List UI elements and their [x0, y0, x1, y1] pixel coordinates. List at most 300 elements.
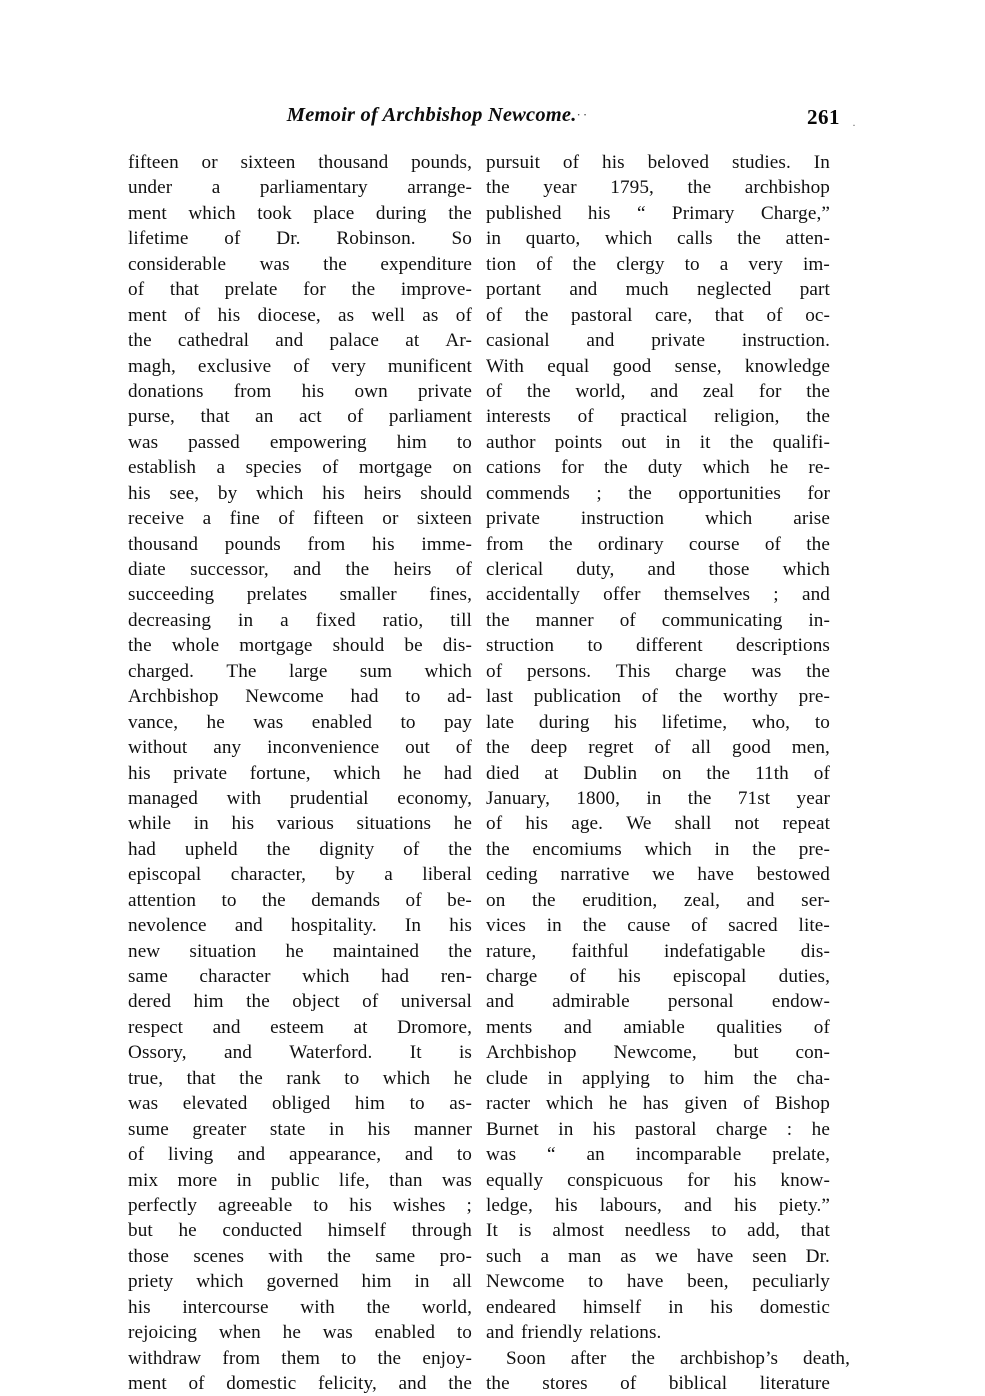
word: passed — [188, 431, 240, 453]
word: publication — [533, 686, 622, 708]
page-number: 261 — [807, 105, 840, 129]
word: to — [814, 711, 830, 733]
text-line — [486, 1244, 830, 1269]
word: pre- — [798, 686, 830, 708]
word: of — [691, 915, 708, 937]
text-line — [128, 913, 472, 938]
word: ordinary — [597, 533, 664, 555]
word: the — [486, 737, 510, 759]
word: have — [697, 864, 735, 886]
text-line — [486, 1091, 830, 1116]
word: and — [683, 1194, 712, 1216]
text-line — [128, 481, 472, 506]
word: death, — [803, 1347, 850, 1369]
word: im- — [802, 253, 830, 275]
word: his — [367, 1118, 391, 1140]
word: situation — [189, 940, 257, 962]
word: felicity, — [318, 1373, 377, 1394]
text-line — [128, 939, 472, 964]
word: demands — [311, 889, 381, 911]
word: of — [403, 838, 420, 860]
word: the — [128, 635, 152, 657]
word: add, — [747, 1220, 781, 1242]
word: archbishop’s — [679, 1347, 779, 1369]
word: dered — [128, 991, 172, 1013]
text-line — [486, 354, 830, 379]
word: manner — [535, 609, 594, 631]
word: greater — [192, 1118, 247, 1140]
text-line — [486, 1040, 830, 1065]
word: in — [558, 1118, 574, 1140]
text-line — [486, 1066, 830, 1091]
word: upheld — [184, 838, 238, 860]
word: to — [344, 1067, 360, 1089]
word: the — [687, 177, 712, 199]
word: such — [486, 1245, 522, 1267]
word: religion, — [714, 406, 780, 428]
word: had — [443, 762, 472, 784]
text-line — [128, 328, 472, 353]
word: for — [561, 457, 584, 479]
word: the — [678, 686, 703, 708]
word: fines, — [429, 584, 472, 606]
word: of — [278, 508, 295, 530]
word: character, — [230, 864, 307, 886]
text-line — [128, 1193, 472, 1218]
word: life, — [338, 1169, 370, 1191]
text-line — [486, 608, 830, 633]
word: in — [329, 1118, 345, 1140]
word: the — [526, 380, 551, 402]
word: good — [612, 355, 652, 377]
word: “ — [636, 202, 646, 224]
word: his — [602, 152, 625, 173]
word: have — [696, 1245, 734, 1267]
word: a — [384, 864, 393, 886]
word: shall — [674, 813, 712, 835]
word: a — [540, 1245, 550, 1267]
word: ment — [128, 202, 167, 224]
word: enabled — [374, 1322, 436, 1344]
word: charge — [675, 660, 727, 682]
word: to — [409, 1093, 425, 1115]
word: pastoral — [634, 1118, 697, 1140]
word: private — [651, 330, 706, 352]
word: intercourse — [182, 1296, 269, 1318]
word: private — [173, 762, 228, 784]
word: we — [652, 864, 675, 886]
word: and — [650, 380, 679, 402]
word: Charge,” — [760, 202, 830, 224]
word: pursuit — [486, 152, 540, 173]
text-line — [128, 354, 472, 379]
text-line — [128, 735, 472, 760]
word: or — [201, 152, 218, 173]
word: him — [703, 1067, 734, 1089]
word: as — [338, 304, 355, 326]
word: the — [631, 1347, 656, 1369]
word: prelate, — [772, 1144, 830, 1166]
word: 11th — [755, 762, 789, 784]
word: his — [322, 482, 345, 504]
word: of — [619, 609, 636, 631]
word: Ar- — [445, 330, 472, 352]
word: re- — [808, 457, 830, 479]
word: of — [766, 304, 783, 326]
word: of — [184, 304, 201, 326]
word: ren- — [440, 966, 472, 987]
word: purse, — [128, 406, 175, 428]
word: of — [224, 228, 241, 250]
word: which — [704, 508, 753, 530]
word: endeared — [486, 1296, 557, 1318]
word: was — [322, 1322, 353, 1344]
word: the — [806, 533, 830, 555]
text-line — [128, 1066, 472, 1091]
word: dis- — [800, 940, 830, 962]
word: beloved — [647, 152, 710, 173]
word: world, — [421, 1296, 472, 1318]
word: character — [199, 966, 271, 987]
text-line — [128, 710, 472, 735]
word: decreasing — [128, 609, 212, 631]
word: Ossory, — [128, 1042, 187, 1064]
word: of — [562, 152, 580, 173]
text-line — [486, 659, 830, 684]
word: late — [486, 711, 515, 733]
word: be- — [447, 889, 472, 911]
word: of — [128, 279, 145, 301]
word: struction — [486, 635, 555, 657]
word: economy, — [397, 787, 472, 809]
word: dignity — [319, 838, 375, 860]
word: was — [253, 711, 284, 733]
word: to — [400, 711, 416, 733]
text-line — [486, 557, 830, 582]
word: on — [452, 457, 472, 479]
text-line — [486, 913, 830, 938]
word: for — [303, 279, 326, 301]
word: of — [362, 991, 379, 1013]
word: year — [543, 177, 577, 199]
text-line — [128, 1091, 472, 1116]
word: fifteen — [128, 152, 179, 173]
word: which — [188, 202, 236, 224]
word: the — [628, 482, 652, 504]
word: but — [128, 1220, 153, 1242]
word: qualities — [716, 1016, 783, 1038]
word: the — [806, 660, 830, 682]
word: diocese, — [257, 304, 321, 326]
word: The — [226, 660, 257, 682]
word: oc- — [805, 304, 830, 326]
page-edge-mark: · — [852, 118, 856, 132]
word: clude — [486, 1067, 529, 1089]
text-line — [128, 303, 472, 328]
word: respect — [128, 1016, 184, 1038]
word: he — [608, 1093, 628, 1115]
word: erudition, — [582, 889, 658, 911]
word: calls — [676, 228, 713, 250]
text-line — [128, 1218, 472, 1243]
word: mix — [128, 1169, 159, 1191]
text-line — [486, 1168, 830, 1193]
text-line — [486, 404, 830, 429]
word: quarto, — [525, 228, 581, 250]
word: rature, — [486, 940, 537, 962]
word: during — [538, 711, 590, 733]
word: worthy — [723, 686, 779, 708]
word: cause — [627, 915, 671, 937]
word: had — [381, 966, 410, 987]
text-line — [128, 277, 472, 302]
word: him — [396, 431, 427, 453]
text-line — [486, 761, 830, 786]
word: bestowed — [756, 864, 830, 886]
word: Archbishop — [128, 686, 219, 708]
text-line — [128, 786, 472, 811]
word: of — [486, 813, 503, 835]
word: atten- — [785, 228, 830, 250]
word: studies. — [731, 152, 791, 173]
word: at — [405, 330, 420, 352]
word: any — [213, 737, 242, 759]
word: which — [302, 966, 350, 987]
word: equal — [547, 355, 590, 377]
word: esteem — [270, 1016, 324, 1038]
word: arrange- — [407, 177, 472, 199]
text-line — [486, 175, 830, 200]
text-line — [486, 455, 830, 480]
word: much — [625, 279, 669, 301]
word: imme- — [421, 533, 472, 555]
word: relations. — [589, 1322, 662, 1344]
word: “ — [547, 1144, 556, 1166]
text-line — [486, 1371, 830, 1396]
text-line — [128, 1168, 472, 1193]
word: men, — [791, 737, 830, 759]
word: his — [217, 304, 241, 326]
word: This — [615, 660, 651, 682]
word: he — [453, 813, 472, 835]
word: which — [702, 457, 750, 479]
word: of — [293, 355, 310, 377]
word: as- — [449, 1093, 472, 1115]
text-line — [128, 252, 472, 277]
word: duty — [647, 457, 683, 479]
word: the — [729, 431, 754, 453]
word: repeat — [782, 813, 830, 835]
word: been, — [687, 1271, 729, 1293]
word: the — [753, 1067, 778, 1089]
word: the — [486, 1373, 510, 1394]
text-line — [128, 404, 472, 429]
word: nevolence — [128, 915, 207, 937]
word: he — [403, 762, 422, 784]
word: piety.” — [778, 1194, 830, 1216]
word: through — [411, 1220, 472, 1242]
text-line — [128, 226, 472, 251]
text-line — [128, 532, 472, 557]
text-line — [486, 684, 830, 709]
word: racter — [486, 1093, 531, 1115]
word: the — [524, 304, 549, 326]
word: rejoicing — [128, 1322, 198, 1344]
word: friendly — [521, 1322, 583, 1344]
word: from — [486, 533, 524, 555]
word: true, — [128, 1067, 164, 1089]
word: Robinson. — [336, 228, 416, 250]
word: himself — [327, 1220, 386, 1242]
word: ratio, — [382, 609, 424, 631]
word: obliged — [272, 1093, 331, 1115]
word: ceding — [486, 864, 538, 886]
text-line — [128, 1244, 472, 1269]
text-line — [486, 430, 830, 455]
word: his — [301, 380, 325, 402]
text-line — [128, 150, 472, 175]
word: In — [404, 915, 422, 937]
word: of — [743, 1093, 760, 1115]
word: applying — [581, 1067, 650, 1089]
word: of — [813, 1016, 830, 1038]
word: situations — [356, 813, 432, 835]
word: but — [733, 1042, 759, 1064]
word: of — [569, 966, 586, 987]
word: ment — [128, 304, 167, 326]
word: Archbishop — [486, 1042, 577, 1064]
word: January, — [486, 787, 551, 809]
text-line — [486, 506, 830, 531]
word: mortgage — [239, 635, 313, 657]
word: of — [620, 1373, 637, 1394]
word: It — [486, 1220, 498, 1242]
word: his — [349, 1194, 372, 1216]
word: encomiums — [532, 838, 622, 860]
word: lite- — [798, 915, 830, 937]
word: prudential — [289, 787, 369, 809]
text-line — [128, 608, 472, 633]
word: fixed — [315, 609, 356, 631]
word: In — [813, 152, 830, 173]
word: private — [486, 508, 540, 530]
word: he — [769, 457, 789, 479]
word: which — [196, 1271, 244, 1293]
word: with — [300, 1296, 335, 1318]
text-line — [486, 862, 830, 887]
word: prelates — [246, 584, 308, 606]
word: in — [547, 1067, 563, 1089]
word: took — [257, 202, 292, 224]
word: the — [377, 1347, 402, 1369]
word: vance, — [128, 711, 179, 733]
text-line — [128, 1269, 472, 1294]
text-line — [128, 201, 472, 226]
word: labours, — [599, 1194, 662, 1216]
word: by — [335, 864, 355, 886]
word: empowering — [269, 431, 367, 453]
text-column-right — [486, 150, 850, 1396]
word: not — [734, 813, 760, 835]
word: zeal, — [683, 889, 721, 911]
word: living — [168, 1144, 214, 1166]
word: good — [732, 737, 771, 759]
word: was — [128, 1093, 159, 1115]
word: of — [536, 253, 553, 275]
word: ser- — [801, 889, 830, 911]
word: admirable — [552, 991, 630, 1013]
word: Waterford. — [289, 1042, 373, 1064]
text-line — [486, 1193, 830, 1218]
text-line — [128, 761, 472, 786]
word: know- — [780, 1169, 830, 1191]
word: was — [486, 1144, 517, 1166]
word: of — [641, 686, 658, 708]
word: offer — [603, 584, 641, 606]
word: palace — [329, 330, 380, 352]
word: or — [382, 508, 399, 530]
word: Primary — [671, 202, 735, 224]
word: and — [237, 1144, 266, 1166]
text-line — [128, 430, 472, 455]
word: a — [211, 177, 221, 199]
word: and — [212, 1016, 241, 1038]
word: when — [218, 1322, 261, 1344]
word: his — [128, 762, 151, 784]
word: Soon — [506, 1347, 546, 1369]
word: which — [382, 1067, 431, 1089]
word: in — [486, 228, 502, 250]
word: of — [577, 406, 594, 428]
word: and — [569, 279, 598, 301]
word: he — [178, 1220, 197, 1242]
word: and — [223, 1042, 252, 1064]
running-head-trailing-marks: ·· — [576, 107, 590, 122]
word: was — [128, 431, 159, 453]
word: of — [764, 533, 782, 555]
word: at — [353, 1016, 368, 1038]
word: of — [486, 304, 503, 326]
word: should — [420, 482, 472, 504]
word: for — [687, 1169, 710, 1191]
text-line — [486, 201, 830, 226]
word: and — [801, 584, 830, 606]
word: sume — [128, 1118, 169, 1140]
word: equally — [486, 1169, 544, 1191]
word: enjoy- — [422, 1347, 472, 1369]
word: almost — [552, 1220, 605, 1242]
word: those — [708, 559, 750, 580]
word: in — [714, 838, 730, 860]
word: agreeable — [217, 1194, 293, 1216]
word: the — [548, 533, 573, 555]
running-head — [128, 104, 858, 136]
word: sacred — [728, 915, 778, 937]
text-line — [128, 1371, 472, 1396]
word: zeal — [702, 380, 735, 402]
word: ; — [466, 1194, 472, 1216]
text-line — [486, 226, 830, 251]
word: charged. — [128, 660, 194, 682]
word: wishes — [392, 1194, 446, 1216]
word: in — [236, 1169, 252, 1191]
word: endow- — [771, 991, 830, 1013]
word: the — [448, 838, 472, 860]
word: on — [486, 889, 506, 911]
word: the — [806, 380, 830, 402]
word: his — [710, 1296, 733, 1318]
text-line — [128, 837, 472, 862]
